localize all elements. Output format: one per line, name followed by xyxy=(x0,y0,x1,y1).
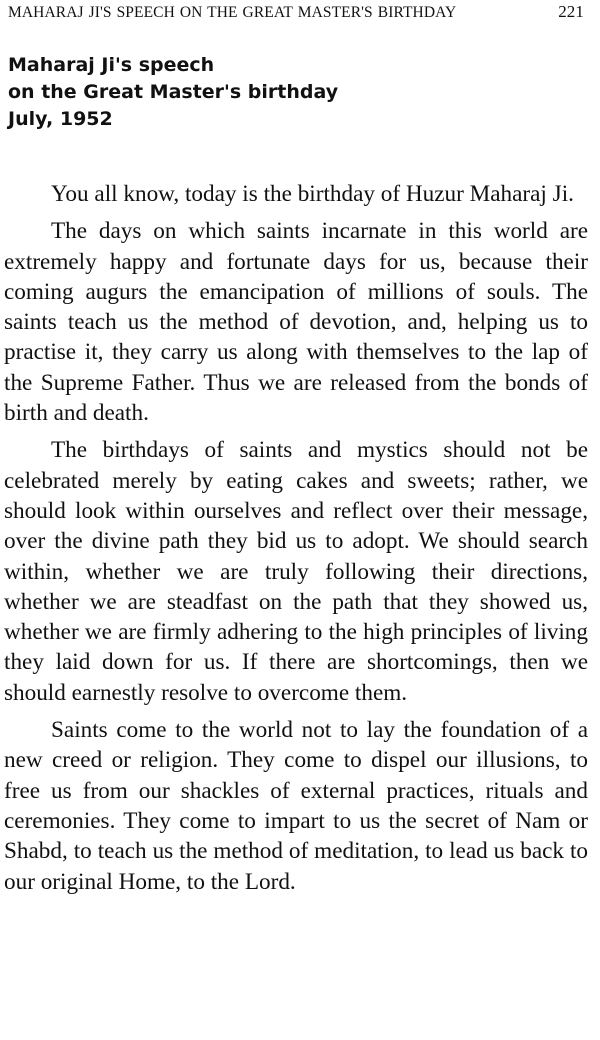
running-title: MAHARAJ JI'S SPEECH ON THE GREAT MASTER'S BIRTHDAY xyxy=(8,4,457,21)
page-number: 221 xyxy=(558,2,584,21)
chapter-heading xyxy=(4,52,590,133)
paragraph-4: Saints come to the world not to lay the foundation of a new creed or religion. They come to dispel our illusions, to free us from our shackles of external practices, rituals and ceremonies. They come to impart to us the secret of Nam or Shabd, to teach us the method of meditation, to lead us back to our original Home, to the Lord. xyxy=(4,717,588,895)
paragraph-3: The birthdays of saints and mystics should not be celebrated merely by eating cakes and sweets; rather, we should look within ourselves and reflect over their message, over the divine path they bid us to adopt. We should search within, whether we are truly following their directions, whether we are steadfast on the path that they showed us, whether we are firmly adhering to the high principles of living they laid down for us. If there are shortcomings, then we should earnestly resolve to overcome them. xyxy=(4,437,588,706)
heading-line-2: on the Great Master's birthday xyxy=(8,81,339,103)
speech-body xyxy=(4,179,590,897)
running-header xyxy=(4,0,590,40)
heading-line-1: Maharaj Ji's speech xyxy=(8,54,215,76)
heading-line-3: July, 1952 xyxy=(8,108,113,130)
paragraph-2: The days on which saints incarnate in this world are extremely happy and fortunate days for us, because their coming augurs the emancipation of millions of souls. The saints teach us the method of devotion, and, helping us to practise it, they carry us along with themselves to the lap of the Supreme Father. Thus we are released from the bonds of birth and death. xyxy=(4,218,588,427)
paragraph-1: You all know, today is the birthday of Huzur Maharaj Ji. xyxy=(51,181,574,207)
